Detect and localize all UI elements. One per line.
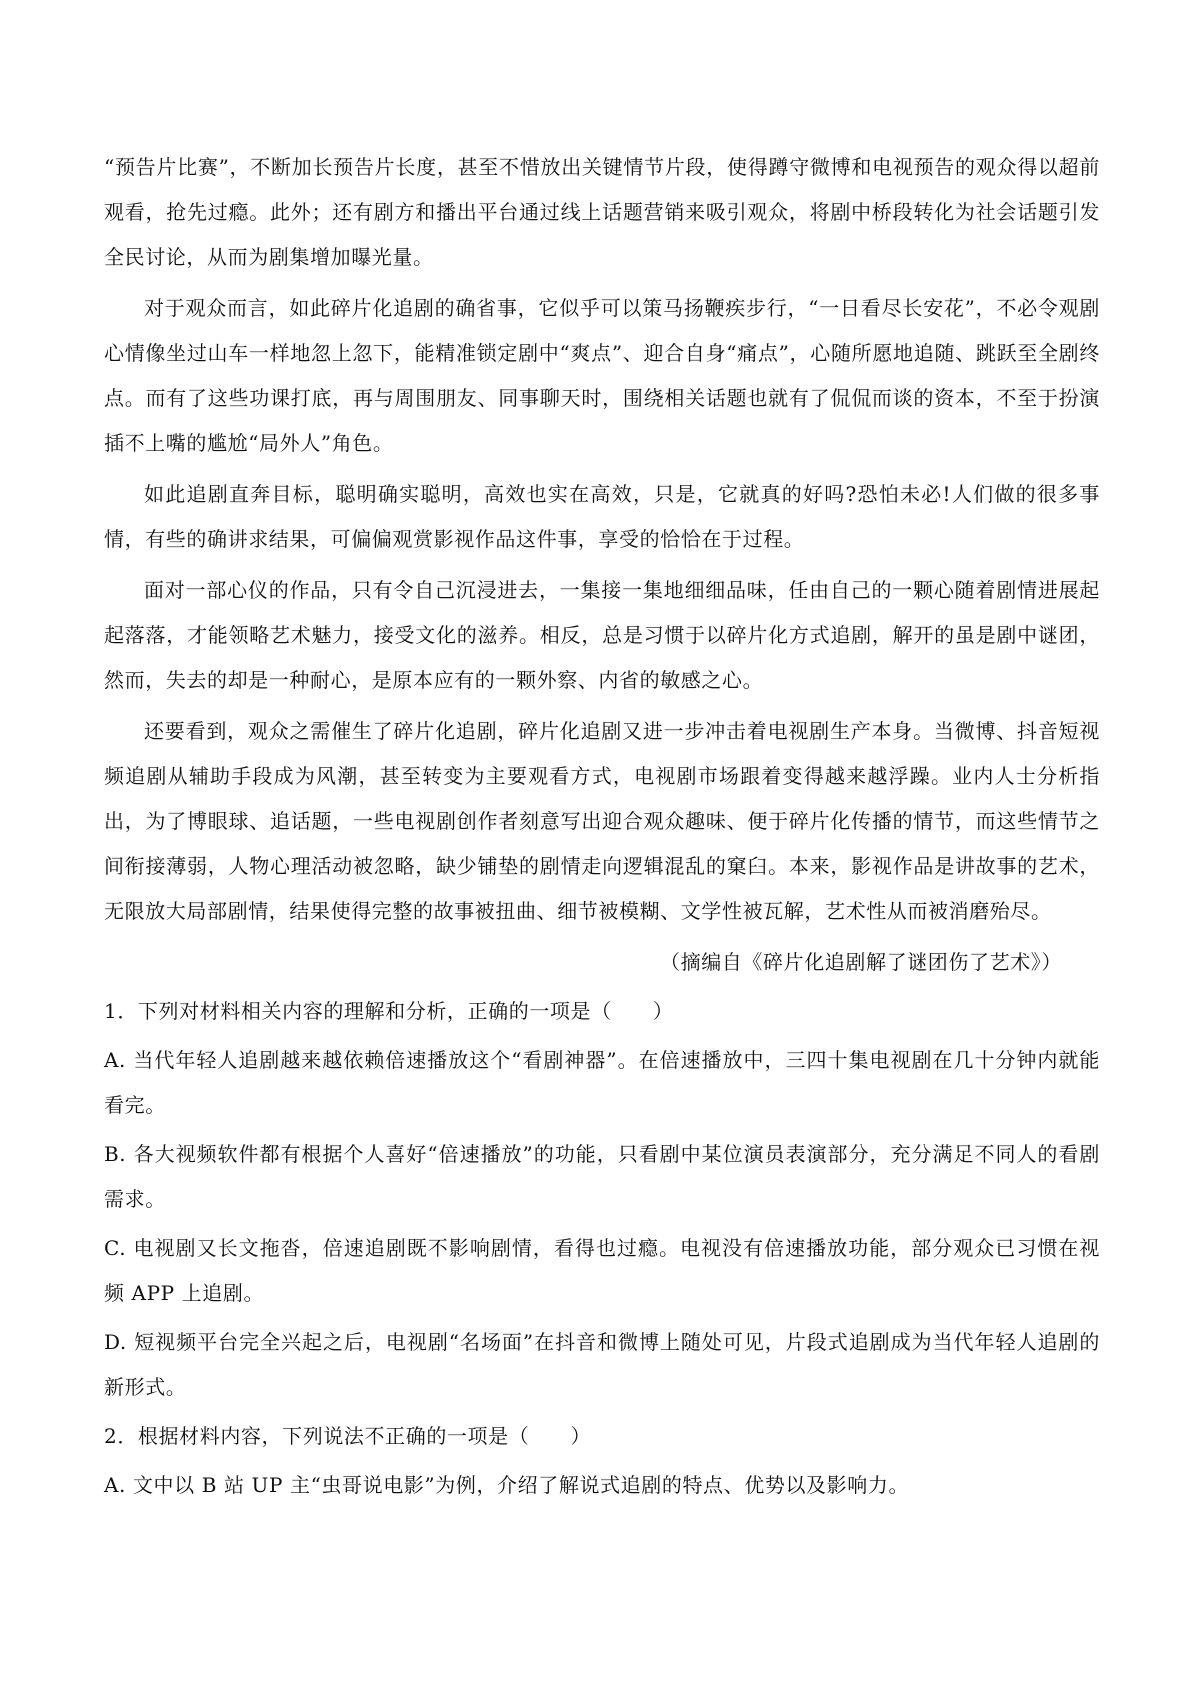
question-option: A. 文中以 B 站 UP 主“虫哥说电影”为例，介绍了解说式追剧的特点、优势以及影响力。 (104, 1473, 910, 1497)
question-option: B. 各大视频软件都有根据个人喜好“倍速播放”的功能，只看剧中某位演员表演部分，充分满足不同人的看剧需求。 (104, 1142, 1100, 1211)
article-paragraph: 还要看到，观众之需催生了碎片化追剧，碎片化追剧又进一步冲击着电视剧生产本身。当微博、抖音短视频追剧从辅助手段成为风潮，甚至转变为主要观看方式，电视剧市场跟着变得越来越浮躁。业内人士分析指出，为了博眼球、追话题，一些电视剧创作者刻意写出迎合观众趣味、便于碎片化传播的情节，而这些情节之间衔接薄弱，人物心理活动被忽略，缺少铺垫的剧情走向逻辑混乱的窠臼。本来，影视作品是讲故事的艺术，无限放大局部剧情，结果使得完整的故事被扭曲、细节被模糊、文学性被瓦解，艺术性从而被消磨殆尽。 (104, 719, 1100, 923)
article-source: （摘编自《碎片化追剧解了谜团伤了艺术》） (660, 950, 1062, 974)
question-stem: 1．下列对材料相关内容的理解和分析，正确的一项是（ ） (104, 999, 674, 1023)
question-option: A. 当代年轻人追剧越来越依赖倍速播放这个“看剧神器”。在倍速播放中，三四十集电视剧在几十分钟内就能看完。 (104, 1048, 1100, 1117)
article-paragraph: 对于观众而言，如此碎片化追剧的确省事，它似乎可以策马扬鞭疾步行，“一日看尽长安花”，不必令观剧心情像坐过山车一样地忽上忽下，能精准锁定剧中“爽点”、迎合自身“痛点”，心随所愿地追随、跳跃至全剧终点。而有了这些功课打底，再与周围朋友、同事聊天时，围绕相关话题也就有了侃侃而谈的资本，不至于扮演插不上嘴的尴尬“局外人”角色。 (104, 296, 1100, 455)
question-option: D. 短视频平台完全兴起之后，电视剧“名场面”在抖音和微博上随处可见，片段式追剧成为当代年轻人追剧的新形式。 (104, 1330, 1100, 1399)
article-paragraph: 如此追剧直奔目标，聪明确实聪明，高效也实在高效，只是，它就真的好吗?恐怕未必!人们做的很多事情，有些的确讲求结果，可偏偏观赏影视作品这件事，享受的恰恰在于过程。 (104, 482, 1100, 551)
article-paragraph: 面对一部心仪的作品，只有令自己沉浸进去，一集接一集地细细品味，任由自己的一颗心随着剧情进展起起落落，才能领略艺术魅力，接受文化的滋养。相反，总是习惯于以碎片化方式追剧，解开的虽是剧中谜团，然而，失去的却是一种耐心，是原本应有的一颗外察、内省的敏感之心。 (104, 578, 1100, 692)
question-stem: 2．根据材料内容，下列说法不正确的一项是（ ） (104, 1424, 592, 1448)
article-paragraph: “预告片比赛”，不断加长预告片长度，甚至不惜放出关键情节片段，使得蹲守微博和电视预告的观众得以超前观看，抢先过瘾。此外；还有剧方和播出平台通过线上话题营销来吸引观众，将剧中桥段转化为社会话题引发全民讨论，从而为剧集增加曝光量。 (104, 155, 1100, 269)
question-option: C. 电视剧又长文拖沓，倍速追剧既不影响剧情，看得也过瘾。电视没有倍速播放功能，部分观众已习惯在视频 APP 上追剧。 (104, 1236, 1100, 1305)
